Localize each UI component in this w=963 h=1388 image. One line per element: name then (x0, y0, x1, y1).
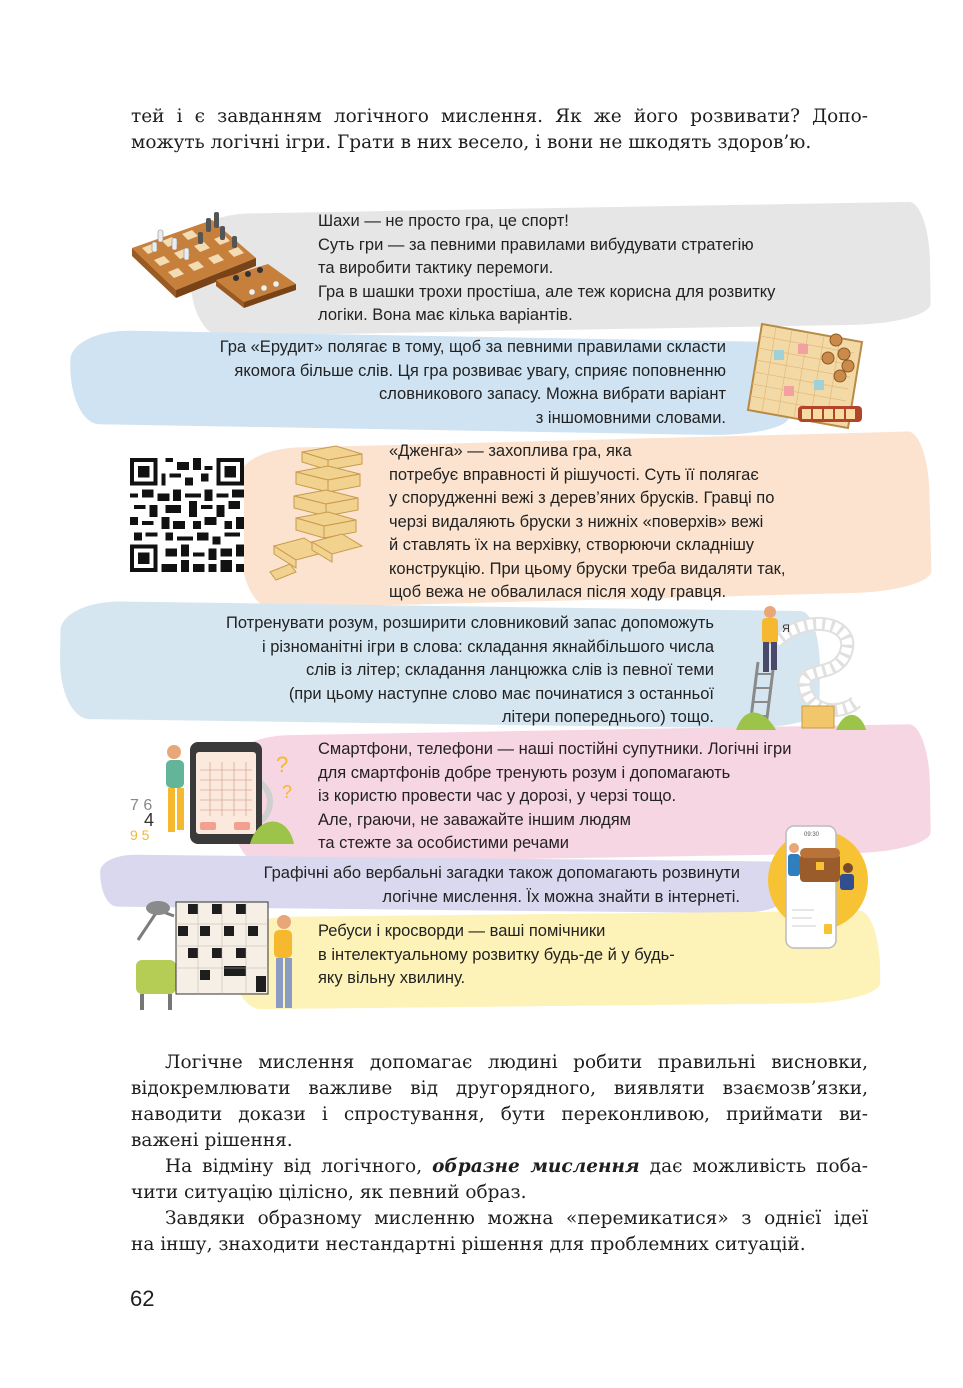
jenga-tower-icon (266, 442, 386, 586)
text-line: наводити докази і спростування, бути переконливою, приймати ви- (131, 1104, 868, 1125)
word-ladder-illustration (736, 602, 866, 730)
text-line: Суть гри — за певними правилами вибудувати стратегію (318, 235, 754, 254)
rebus-text (318, 920, 675, 991)
text-line: конструкцію. При цьому бруски треба видаляти так, (389, 559, 786, 578)
text-line: й ставлять їх на верхівку, створюючи складнішу (389, 536, 755, 554)
text-line: щоб вежа не обвалилася після ходу гравця. (389, 583, 727, 601)
svg-text:7 6: 7 6 (130, 797, 153, 814)
text-line: Логічне мислення допомагає людині робити правильні висновки, (165, 1052, 868, 1073)
text-line: Графічні або вербальні загадки також допомагають розвинути (263, 864, 740, 882)
text-line: Гра в шашки трохи простіша, але теж корисна для розвитку (318, 282, 776, 301)
crossword-illustration (128, 900, 300, 1012)
smartphones-text (318, 738, 791, 856)
body-text (131, 1050, 868, 1258)
chess-text (318, 210, 775, 328)
text-span: На відміну від логічного, (165, 1156, 433, 1177)
text-line: важені рішення. (131, 1130, 293, 1151)
text-line: «Дженга» — захоплива гра, яка (389, 442, 632, 460)
text-line: відокремлювати важливе від другорядного, виявляти взаємозв’язки, (131, 1078, 868, 1099)
text-line: Смартфони, телефони — наші постійні супутники. Логічні ігри (318, 740, 792, 758)
qr-code-icon (130, 458, 244, 572)
text-line: на іншу, знаходити нестандартні рішення для проблемних ситуацій. (131, 1234, 806, 1255)
text-line: Гра «Ерудит» полягає в тому, щоб за певними правилами скласти (219, 338, 726, 356)
text-line: у спорудженні вежі з дерев’яних брусків. Гравці по (389, 489, 775, 507)
text-line: в інтелектуальному розвитку будь-де й у будь- (318, 945, 675, 964)
text-line: потребує вправності й рішучості. Суть її полягає (389, 465, 759, 484)
text-line: для смартфонів добре тренують розум і допомагають (318, 763, 731, 782)
text-line: чити ситуацію цілісно, як певний образ. (131, 1182, 527, 1203)
intro-paragraph (131, 104, 868, 156)
text-line: літери попереднього) тощо. (501, 708, 714, 726)
text-line (131, 1154, 868, 1180)
text-line: словникового запасу. Можна вибрати варіант (378, 385, 726, 403)
emphasis-term: образне мислення (432, 1156, 640, 1177)
text-line: Завдяки образному мисленню можна «перемикатися» з однієї ідеї (165, 1208, 868, 1229)
text-line: та стежте за особистими речами (318, 834, 570, 852)
text-line: логіки. Вона має кілька варіантів. (318, 306, 573, 324)
text-line: черзі видаляють бруски з нижніх «поверхів» вежі (389, 512, 764, 531)
text-line: Ребуси і кросворди — ваші помічники (318, 922, 606, 940)
chess-board-icon (128, 208, 300, 323)
jenga-text (389, 440, 785, 605)
smartphone-game-illustration (128, 740, 300, 850)
word-games-text (130, 612, 714, 730)
text-line: Потренувати розум, розширити словниковий запас допоможуть (225, 614, 714, 632)
text-line: і різноманітні ігри в слова: складання якнайбільшого числа (261, 637, 714, 656)
text-line: логічне мислення. Їх можна знайти в інтернеті. (382, 887, 740, 906)
phone-time: 09:30 (804, 832, 820, 838)
page-number: 62 (130, 1286, 155, 1311)
text-line: (при цьому наступне слово має починатися з останньої (288, 684, 714, 703)
text-span: дає можливість поба- (639, 1156, 868, 1177)
svg-text:?: ? (276, 752, 289, 777)
text-line: Шахи — не просто гра, це спорт! (318, 212, 569, 230)
text-line: якомога більше слів. Ця гра розвиває увагу, сприяє поповненню (234, 361, 726, 380)
text-line: Але, граючи, не заважайте іншим людям (318, 810, 631, 829)
svg-text:Я: Я (782, 623, 790, 635)
erudite-text (130, 336, 726, 430)
text-line: з іншомовними словами. (535, 408, 726, 427)
treasure-chest-phone-illustration (764, 818, 868, 950)
text-line: слів із літер; складання ланцюжка слів із певної теми (306, 661, 714, 679)
text-line: та виробити тактику перемоги. (318, 259, 554, 277)
svg-text:9 5: 9 5 (130, 827, 150, 843)
svg-text:?: ? (282, 782, 293, 802)
text-line: яку вільну хвилину. (318, 969, 466, 987)
text-line: можуть логічні ігри. Грати в них весело, і вони не шкодять здоров’ю. (131, 132, 812, 153)
svg-text:4: 4 (144, 810, 155, 830)
text-line: тей і є завданням логічного мислення. Як же його розвивати? Допо- (131, 106, 868, 127)
scrabble-board-icon (744, 320, 866, 432)
text-line: із користю провести час у дорозі, у черзі тощо. (318, 787, 677, 805)
